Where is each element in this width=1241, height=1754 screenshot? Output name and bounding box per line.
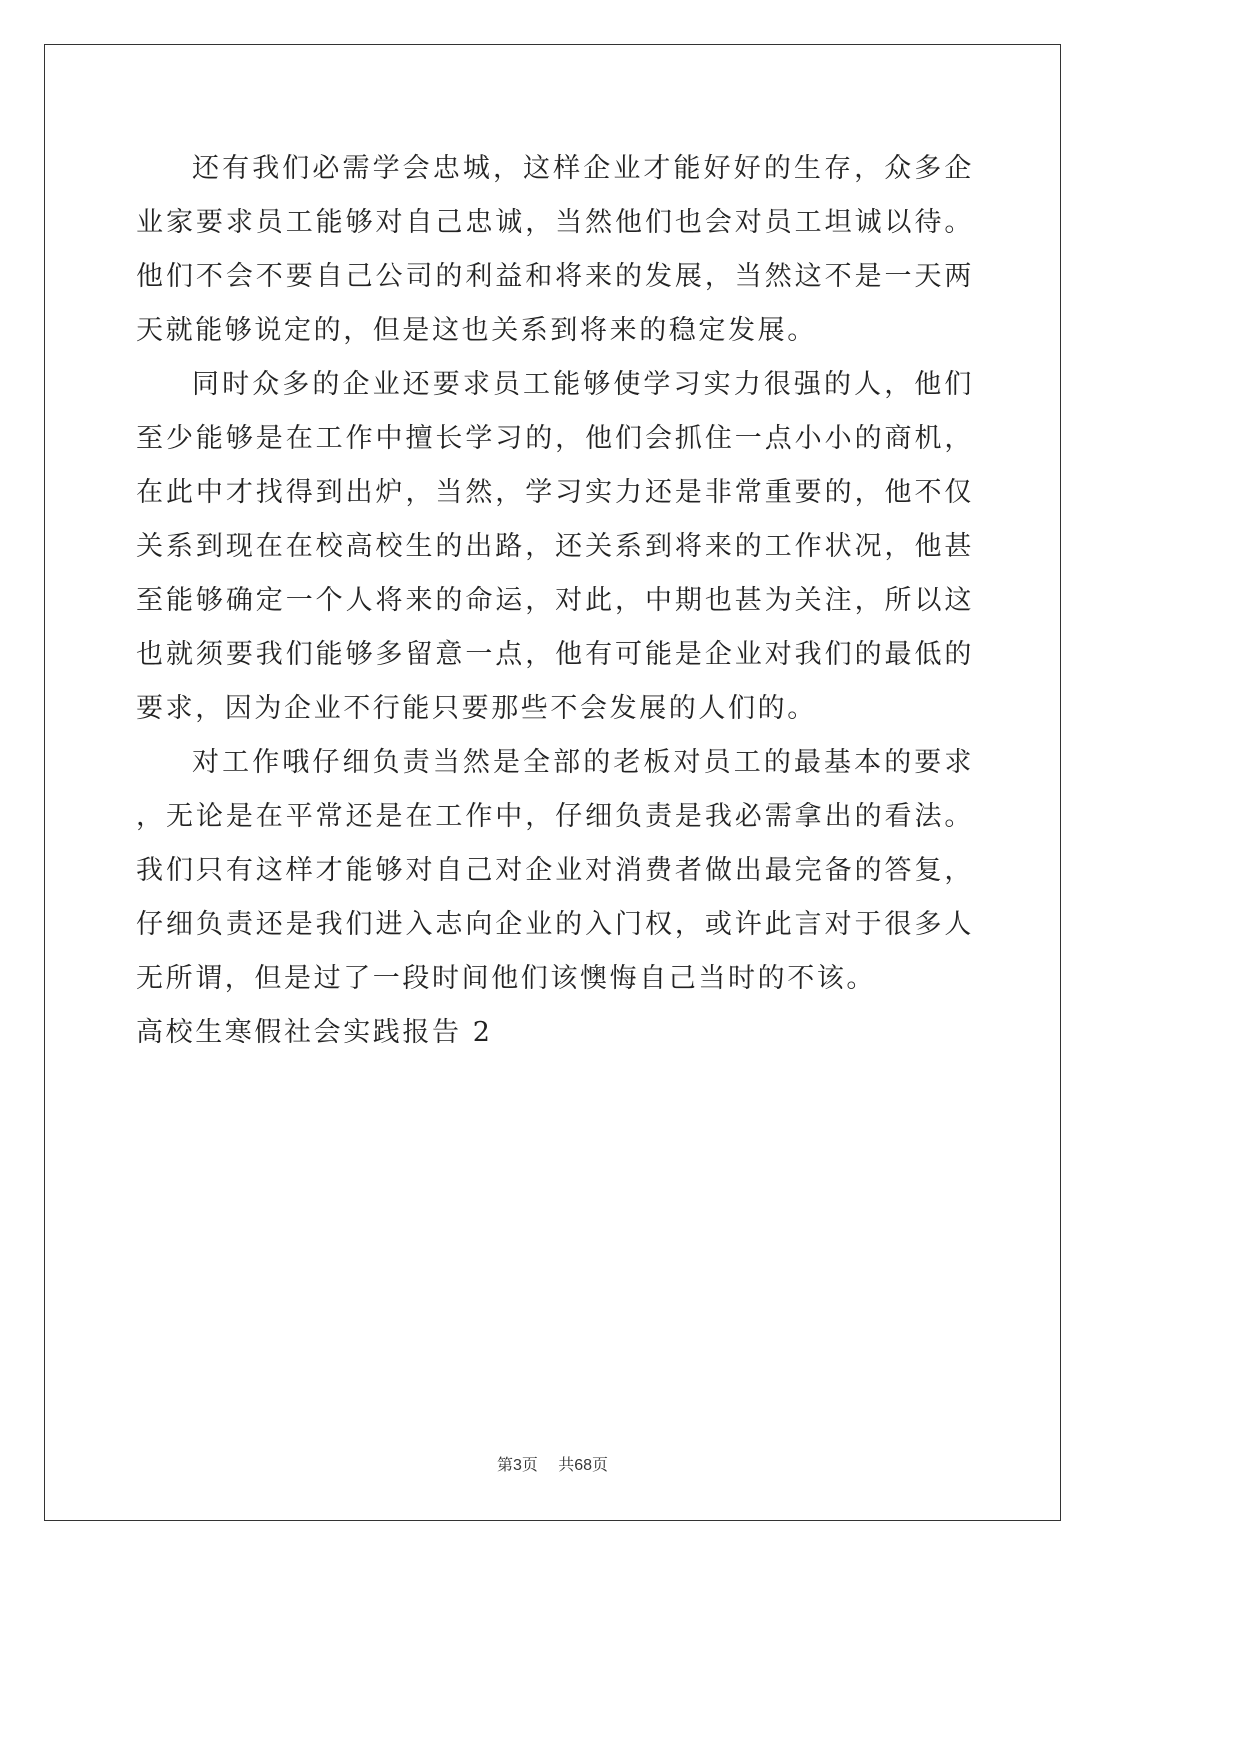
paragraph-responsibility: 对工作哦仔细负责当然是全部的老板对员工的最基本的要求，无论是在平常还是在工作中，仔细负责是我必需拿出的看法。我们只有这样才能够对自己对企业对消费者做出最完备的答复，仔细负责还是我们进入志向企业的入门权，或许此言对于很多人无所谓，但是过了一段时间他们该懊悔自己当时的不该。 xyxy=(136,747,974,994)
page-prefix: 第 xyxy=(496,1455,513,1474)
total-pages: 68 xyxy=(574,1457,593,1474)
paragraph-learning-ability: 同时众多的企业还要求员工能够使学习实力很强的人，他们至少能够是在工作中擅长学习的，他们会抓住一点小小的商机，在此中才找得到出炉，当然，学习实力还是非常重要的，他不仅关系到现在在校高校生的出路，还关系到将来的工作状况，他甚至能够确定一个人将来的命运，对此，中期也甚为关注，所以这也就须要我们能够多留意一点，他有可能是企业对我们的最低的要求，因为企业不行能只要那些不会发展的人们的。 xyxy=(136,369,974,724)
page-suffix: 页 xyxy=(521,1455,538,1474)
page-number: 3 xyxy=(512,1457,522,1474)
document-body xyxy=(136,142,974,1060)
section-heading: 高校生寒假社会实践报告 2 xyxy=(136,1017,493,1048)
page-footer xyxy=(0,1452,1105,1475)
paragraph-loyalty: 还有我们必需学会忠城，这样企业才能好好的生存，众多企业家要求员工能够对自己忠诚，当然他们也会对员工坦诚以待。他们不会不要自己公司的利益和将来的发展，当然这不是一天两天就能够说定的，但是这也关系到将来的稳定发展。 xyxy=(136,153,974,346)
total-prefix: 共 xyxy=(558,1455,575,1474)
total-suffix: 页 xyxy=(592,1455,609,1474)
